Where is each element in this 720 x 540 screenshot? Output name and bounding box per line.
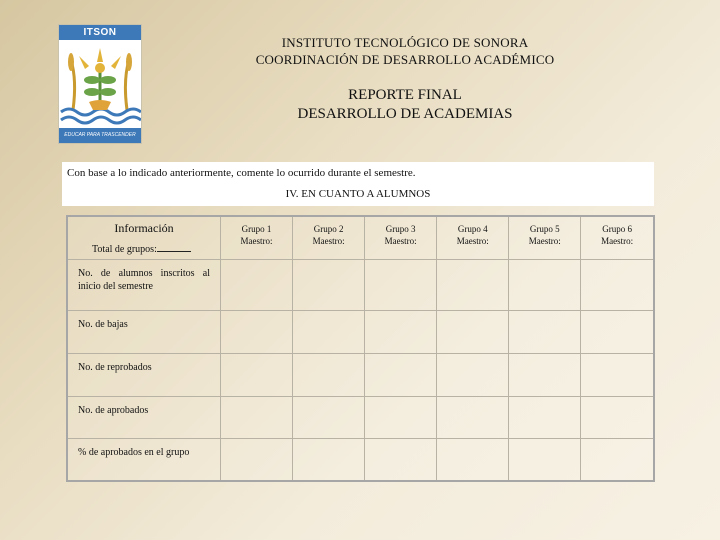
group-header bbox=[581, 216, 654, 260]
table-row bbox=[67, 260, 654, 311]
table-cell[interactable] bbox=[509, 439, 581, 481]
itson-emblem-icon bbox=[59, 40, 141, 128]
group-teacher: Maestro: bbox=[601, 236, 634, 246]
group-teacher: Maestro: bbox=[312, 236, 345, 246]
table-cell[interactable] bbox=[293, 260, 365, 311]
table-cell[interactable] bbox=[581, 311, 654, 354]
logo-motto: EDUCAR PARA TRASCENDER bbox=[59, 128, 141, 143]
table-header-row bbox=[67, 216, 654, 260]
info-header-cell bbox=[67, 216, 221, 260]
table-cell[interactable] bbox=[365, 439, 437, 481]
table-cell[interactable] bbox=[509, 311, 581, 354]
table-cell[interactable] bbox=[221, 260, 293, 311]
department-name: COORDINACIÓN DE DESARROLLO ACADÉMICO bbox=[255, 52, 555, 67]
total-groups-blank[interactable] bbox=[157, 242, 191, 252]
row-label: % de aprobados en el grupo bbox=[67, 439, 221, 481]
table-cell[interactable] bbox=[509, 397, 581, 439]
table-cell[interactable] bbox=[581, 397, 654, 439]
group-header bbox=[509, 216, 581, 260]
group-name: Grupo 3 bbox=[385, 224, 416, 234]
group-teacher: Maestro: bbox=[456, 236, 489, 246]
table-cell[interactable] bbox=[437, 311, 509, 354]
group-teacher: Maestro: bbox=[240, 236, 273, 246]
report-title bbox=[180, 86, 630, 124]
institution-name: INSTITUTO TECNOLÓGICO DE SONORA bbox=[281, 35, 529, 50]
table-row bbox=[67, 397, 654, 439]
report-title-line1: REPORTE FINAL bbox=[348, 87, 462, 103]
table-cell[interactable] bbox=[221, 397, 293, 439]
table-cell[interactable] bbox=[365, 260, 437, 311]
group-name: Grupo 5 bbox=[529, 224, 560, 234]
table-cell[interactable] bbox=[581, 354, 654, 397]
row-label: No. de bajas bbox=[67, 311, 221, 354]
table-row bbox=[67, 439, 654, 481]
table-cell[interactable] bbox=[365, 397, 437, 439]
row-label: No. de aprobados bbox=[67, 397, 221, 439]
table-cell[interactable] bbox=[221, 311, 293, 354]
table-cell[interactable] bbox=[293, 439, 365, 481]
group-name: Grupo 6 bbox=[602, 224, 633, 234]
table-cell[interactable] bbox=[509, 354, 581, 397]
table-row bbox=[67, 311, 654, 354]
group-header bbox=[437, 216, 509, 260]
table-cell[interactable] bbox=[437, 260, 509, 311]
group-header bbox=[221, 216, 293, 260]
table-cell[interactable] bbox=[437, 354, 509, 397]
table-cell[interactable] bbox=[221, 439, 293, 481]
row-label: No. de alumnos inscritos al inicio del semestre bbox=[67, 260, 221, 311]
table-cell[interactable] bbox=[365, 311, 437, 354]
total-groups-field[interactable] bbox=[68, 242, 220, 255]
table-row bbox=[67, 354, 654, 397]
group-name: Grupo 1 bbox=[241, 224, 272, 234]
group-header bbox=[293, 216, 365, 260]
instructions-text: Con base a lo indicado anteriormente, comente lo ocurrido durante el semestre. bbox=[67, 167, 416, 179]
table-cell[interactable] bbox=[221, 354, 293, 397]
section-title: IV. EN CUANTO A ALUMNOS bbox=[285, 188, 431, 200]
students-table bbox=[66, 215, 655, 482]
table-cell[interactable] bbox=[581, 439, 654, 481]
itson-logo bbox=[58, 24, 142, 144]
group-teacher: Maestro: bbox=[384, 236, 417, 246]
group-header bbox=[365, 216, 437, 260]
group-teacher: Maestro: bbox=[528, 236, 561, 246]
institution-header bbox=[180, 34, 630, 68]
report-title-line2: DESARROLLO DE ACADEMIAS bbox=[297, 106, 513, 122]
info-title: Información bbox=[114, 221, 174, 235]
total-groups-label: Total de grupos: bbox=[92, 244, 157, 255]
logo-name: ITSON bbox=[59, 25, 141, 40]
table-cell[interactable] bbox=[293, 354, 365, 397]
row-label: No. de reprobados bbox=[67, 354, 221, 397]
table-cell[interactable] bbox=[437, 439, 509, 481]
group-name: Grupo 4 bbox=[457, 224, 488, 234]
table-cell[interactable] bbox=[509, 260, 581, 311]
table-cell[interactable] bbox=[581, 260, 654, 311]
instructions-box bbox=[62, 162, 654, 206]
table-cell[interactable] bbox=[293, 311, 365, 354]
group-name: Grupo 2 bbox=[313, 224, 344, 234]
table-cell[interactable] bbox=[437, 397, 509, 439]
table-cell[interactable] bbox=[293, 397, 365, 439]
table-cell[interactable] bbox=[365, 354, 437, 397]
